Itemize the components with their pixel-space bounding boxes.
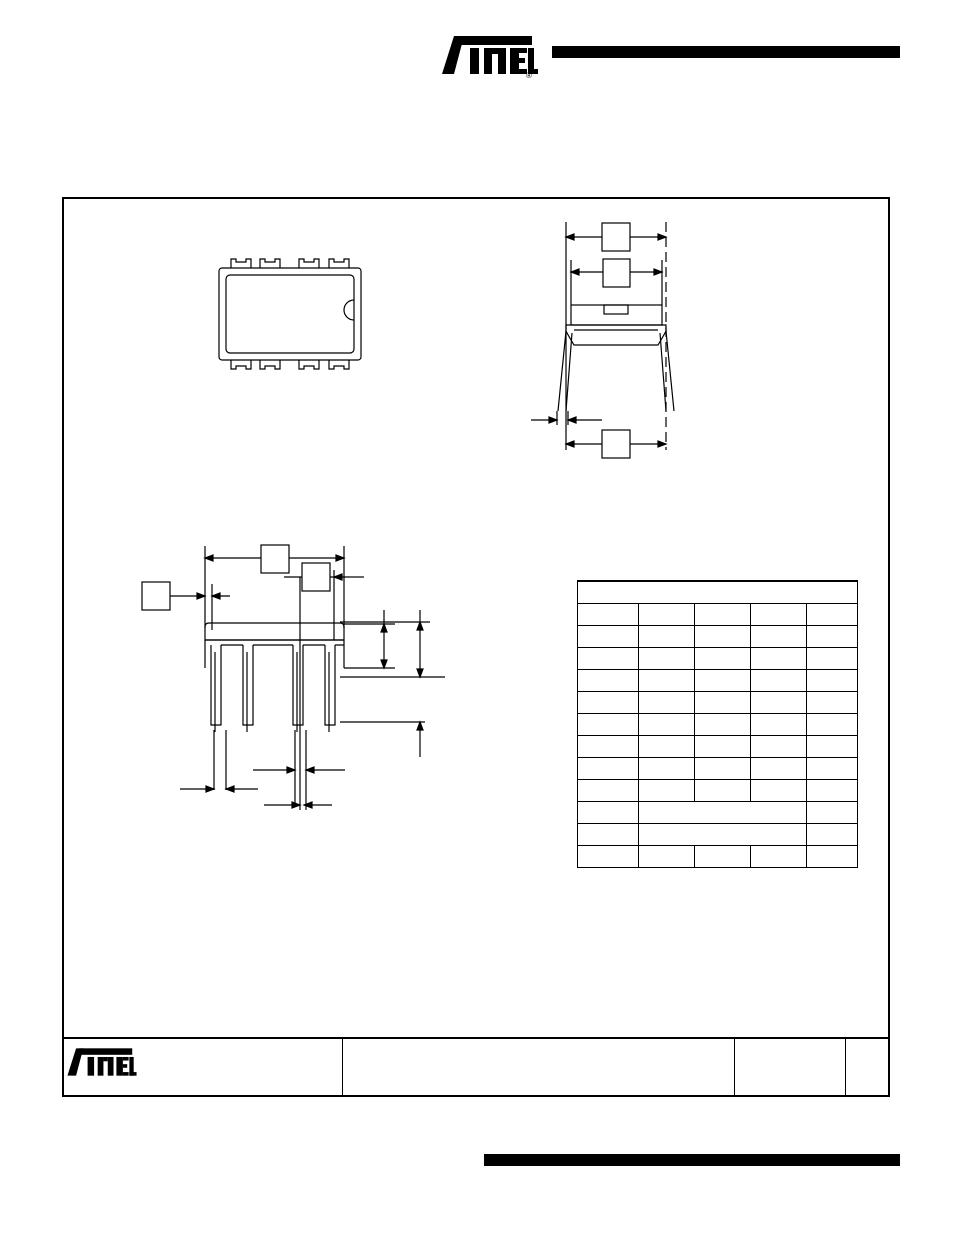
table-cell bbox=[578, 648, 639, 670]
table-cell bbox=[578, 626, 639, 648]
table-cell bbox=[807, 846, 858, 868]
table-cell bbox=[694, 692, 750, 714]
table-cell bbox=[694, 780, 750, 802]
table-cell bbox=[578, 780, 639, 802]
table-cell bbox=[694, 758, 750, 780]
table-cell bbox=[578, 604, 639, 626]
table-row bbox=[578, 802, 858, 824]
table-cell bbox=[807, 736, 858, 758]
dimension-table bbox=[577, 580, 858, 868]
table-cell bbox=[694, 736, 750, 758]
drawing-number-cell bbox=[734, 1037, 845, 1097]
table-row bbox=[578, 758, 858, 780]
table-cell bbox=[638, 626, 694, 648]
table-cell bbox=[807, 604, 858, 626]
title-cell bbox=[342, 1037, 734, 1097]
table-row bbox=[578, 670, 858, 692]
registered-mark: ® bbox=[526, 71, 532, 78]
table-cell bbox=[694, 714, 750, 736]
table-cell bbox=[751, 648, 807, 670]
table-cell bbox=[638, 736, 694, 758]
table-cell bbox=[751, 846, 807, 868]
table-cell bbox=[638, 581, 694, 604]
table-cell bbox=[578, 846, 639, 868]
table-row bbox=[578, 780, 858, 802]
table-header-row bbox=[578, 581, 858, 604]
table-cell bbox=[638, 802, 807, 824]
table-cell bbox=[694, 626, 750, 648]
table-cell bbox=[751, 780, 807, 802]
table-cell bbox=[751, 758, 807, 780]
table-cell bbox=[694, 846, 750, 868]
table-cell bbox=[694, 648, 750, 670]
table-cell bbox=[638, 648, 694, 670]
table-cell bbox=[807, 581, 858, 604]
table-row bbox=[578, 736, 858, 758]
table-cell bbox=[578, 824, 639, 846]
table-cell bbox=[578, 581, 639, 604]
table-cell bbox=[807, 626, 858, 648]
table-cell bbox=[578, 714, 639, 736]
table-row bbox=[578, 714, 858, 736]
table-cell bbox=[638, 846, 694, 868]
table-cell bbox=[807, 714, 858, 736]
table-cell bbox=[751, 670, 807, 692]
table-cell bbox=[807, 758, 858, 780]
table-cell bbox=[578, 802, 639, 824]
top-view-pins-bottom bbox=[231, 360, 349, 369]
table-cell bbox=[751, 604, 807, 626]
footer-rule bbox=[484, 1154, 900, 1166]
table-cell bbox=[638, 824, 807, 846]
table-cell bbox=[578, 758, 639, 780]
table-cell bbox=[638, 692, 694, 714]
table-cell bbox=[751, 626, 807, 648]
table-cell bbox=[638, 604, 694, 626]
table-cell bbox=[807, 780, 858, 802]
title-block bbox=[62, 1037, 890, 1097]
top-view-pins-top bbox=[231, 259, 349, 268]
table-cell bbox=[638, 670, 694, 692]
revision-cell bbox=[845, 1037, 890, 1097]
table-cell bbox=[807, 648, 858, 670]
table-cell bbox=[578, 692, 639, 714]
table-cell bbox=[638, 714, 694, 736]
table-row bbox=[578, 626, 858, 648]
side-view bbox=[142, 545, 445, 810]
top-view bbox=[219, 259, 361, 369]
table-row bbox=[578, 692, 858, 714]
table-cell bbox=[807, 670, 858, 692]
table-row bbox=[578, 604, 858, 626]
table-cell bbox=[694, 604, 750, 626]
table-cell bbox=[751, 692, 807, 714]
table-cell bbox=[694, 581, 750, 604]
table-cell bbox=[751, 581, 807, 604]
table-row bbox=[578, 648, 858, 670]
end-view bbox=[531, 222, 674, 458]
table-cell bbox=[638, 758, 694, 780]
table-cell bbox=[578, 736, 639, 758]
table-cell bbox=[807, 824, 858, 846]
atmel-logo bbox=[66, 1039, 138, 1085]
table-cell bbox=[638, 780, 694, 802]
table-cell bbox=[807, 802, 858, 824]
table-row bbox=[578, 846, 858, 868]
table-cell bbox=[751, 736, 807, 758]
table-cell bbox=[807, 692, 858, 714]
table-cell bbox=[694, 670, 750, 692]
table-cell bbox=[578, 670, 639, 692]
table-row bbox=[578, 824, 858, 846]
table-cell bbox=[751, 714, 807, 736]
